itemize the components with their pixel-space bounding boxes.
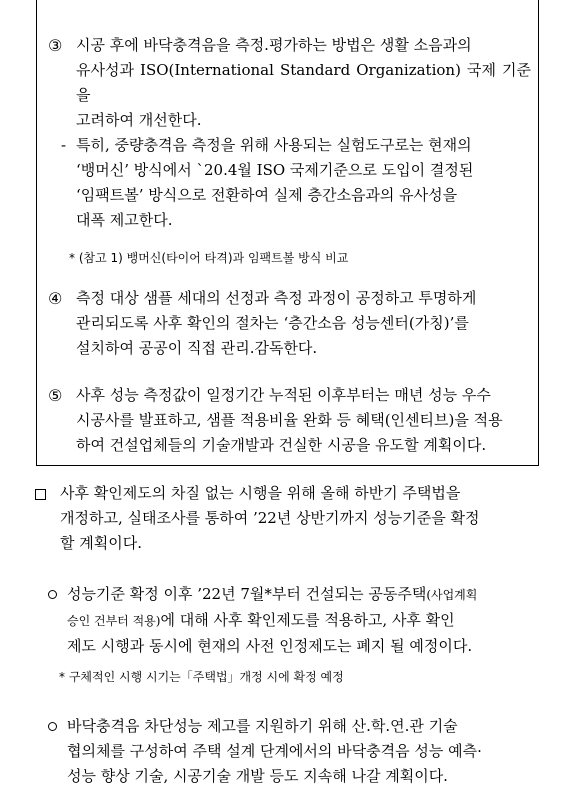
item-3-line-1: 시공 후에 바닥충격음을 측정.평가하는 방법은 생활 소음과의 — [76, 36, 472, 54]
note-1: * (참고 1) 뱅머신(타이어 타격)과 임팩트볼 방식 비교 — [69, 251, 349, 265]
section-line-1: 사후 확인제도의 차질 없는 시행을 위해 올해 하반기 주택법을 — [60, 484, 461, 502]
bullet-1-line-1 — [67, 582, 537, 608]
item-5-line-1: 사후 성능 측정값이 일정기간 누적된 이후부터는 매년 성능 우수 — [76, 386, 491, 404]
square-bullet-icon — [35, 489, 46, 500]
item-3-line-3: 고려하여 개선한다. — [76, 111, 202, 129]
circle-bullet-icon — [48, 722, 57, 731]
circle-bullet-icon — [48, 590, 57, 599]
dash-line-3: ‘임팩트볼’ 방식으로 전환하여 실제 층간소음과의 유사성을 — [76, 186, 458, 204]
bullet-2-text — [67, 714, 537, 789]
bullet-1-line-2 — [67, 608, 537, 634]
item-4-line-2: 관리되도록 사후 확인의 절차는 ‘층간소음 성능센터(가칭)’를 — [76, 314, 469, 332]
section-text — [60, 481, 538, 556]
item-3-text — [76, 33, 531, 133]
note-2: * 구체적인 시행 시기는「주택법」개정 시에 확정 예정 — [59, 670, 344, 684]
bullet-1-line-2-small: 승인 건부터 적용) — [67, 614, 161, 628]
item-4-marker: ④ — [48, 289, 63, 308]
bullet-1-line-1-small: (사업계획 — [426, 588, 478, 602]
item-5-line-3: 하여 건설업체들의 기술개발과 건실한 시공을 유도할 계획이다. — [76, 436, 487, 454]
item-5-text — [76, 383, 531, 458]
section-line-3: 할 계획이다. — [60, 534, 142, 552]
dash-marker: - — [61, 136, 67, 154]
item-4-text — [76, 286, 531, 361]
dash-line-4: 대폭 제고한다. — [76, 211, 173, 229]
dash-line-1: 특히, 중량충격음 측정을 위해 사용되는 실험도구로는 현재의 — [76, 136, 472, 154]
bullet-1-line-3: 제도 시행과 동시에 현재의 사전 인정제도는 폐지 될 예정이다. — [67, 637, 473, 655]
item-5-marker: ⑤ — [48, 386, 63, 405]
item-5-line-2: 시공사를 발표하고, 샘플 적용비율 완화 등 혜택(인센티브)을 적용 — [76, 411, 503, 429]
dash-line-2: ‘뱅머신’ 방식에서 `20.4월 ISO 국제기준으로 도입이 결정된 — [76, 161, 474, 179]
bullet-2-line-1: 바닥충격음 차단성능 제고를 지원하기 위해 산.학.연.관 기술 — [67, 717, 458, 735]
item-3-marker: ③ — [48, 36, 63, 55]
dash-item-text — [76, 133, 531, 233]
bullet-1-text — [67, 582, 537, 659]
bullet-1-line-2-main: 에 대해 사후 확인제도를 적용하고, 사후 확인 — [160, 611, 455, 629]
section-line-2: 개정하고, 실태조사를 통하여 ’22년 상반기까지 성능기준을 확정 — [60, 509, 480, 527]
bullet-1-line-1-main: 성능기준 확정 이후 ’22년 7월*부터 건설되는 공동주택 — [67, 585, 427, 603]
bullet-2-line-2: 협의체를 구성하여 주택 설계 단계에서의 바닥충격음 성능 예측· — [67, 742, 482, 760]
bullet-2-line-3: 성능 향상 기술, 시공기술 개발 등도 지속해 나갈 계획이다. — [67, 767, 448, 785]
item-3-line-2: 유사성과 ISO(International Standard Organization) 국제 기준을 — [76, 61, 531, 104]
item-4-line-3: 설치하여 공공이 직접 관리.감독한다. — [76, 339, 318, 357]
item-4-line-1: 측정 대상 샘플 세대의 선정과 측정 과정이 공정하고 투명하게 — [76, 289, 477, 307]
